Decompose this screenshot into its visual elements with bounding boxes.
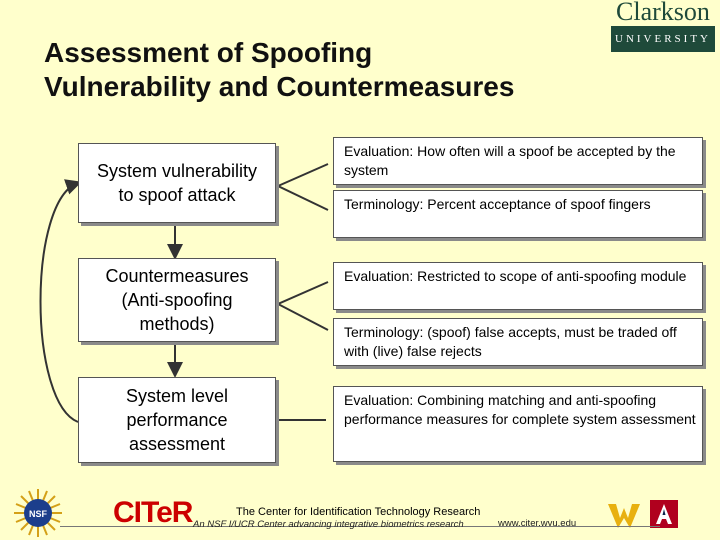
clarkson-logo-band: UNIVERSITY	[611, 26, 715, 52]
right-box-eval-3-text: Combining matching and anti-spoofing performance measures for complete system assessment	[344, 392, 696, 427]
clarkson-logo-word: Clarkson	[616, 0, 710, 26]
left-box-countermeasures	[78, 258, 276, 342]
right-box-eval-1-text: How often will a spoof be accepted by the system	[344, 143, 676, 178]
right-box-term-2-label: Terminology:	[344, 324, 424, 340]
right-box-term-1-text: Percent acceptance of spoof fingers	[423, 196, 651, 212]
feedback-curve	[41, 183, 79, 422]
right-box-eval-2	[333, 262, 703, 310]
right-box-eval-2-text: Restricted to scope of anti-spoofing module	[413, 268, 687, 284]
fork-1	[278, 164, 328, 210]
right-box-eval-3	[333, 386, 703, 462]
arizona-logo	[650, 500, 678, 528]
title-line-2: Vulnerability and Countermeasures	[44, 71, 515, 102]
left-box-vulnerability	[78, 143, 276, 223]
right-box-term-2	[333, 318, 703, 366]
nsf-logo-text: NSF	[29, 509, 47, 519]
citer-logo-text: CITeR	[113, 496, 193, 529]
center-url: www.citer.wvu.edu	[498, 518, 577, 529]
center-subtitle: An NSF I/UCR Center advancing integrative biometrics research	[193, 519, 464, 530]
left-box-vulnerability-text: System vulnerability to spoof attack	[96, 161, 258, 205]
left-box-countermeasures-text: Countermeasures (Anti-spoofing methods)	[105, 266, 249, 334]
right-box-eval-1	[333, 137, 703, 185]
right-box-eval-3-label: Evaluation:	[344, 392, 414, 408]
left-box-system-assessment	[78, 377, 276, 463]
right-box-term-1-label: Terminology:	[344, 196, 424, 212]
right-box-eval-2-label: Evaluation:	[344, 268, 414, 284]
title-line-1: Assessment of Spoofing	[44, 37, 373, 68]
nsf-logo	[14, 489, 62, 537]
right-box-eval-1-label: Evaluation:	[344, 143, 414, 159]
wvu-logo	[608, 504, 640, 528]
left-box-system-assessment-text: System level performance assessment	[125, 386, 229, 454]
fork-2	[278, 282, 328, 330]
right-box-term-2-text: (spoof) false accepts, must be traded off with (live) false rejects	[344, 324, 677, 359]
center-name: The Center for Identification Technology Research	[236, 506, 481, 518]
right-box-term-1	[333, 190, 703, 238]
